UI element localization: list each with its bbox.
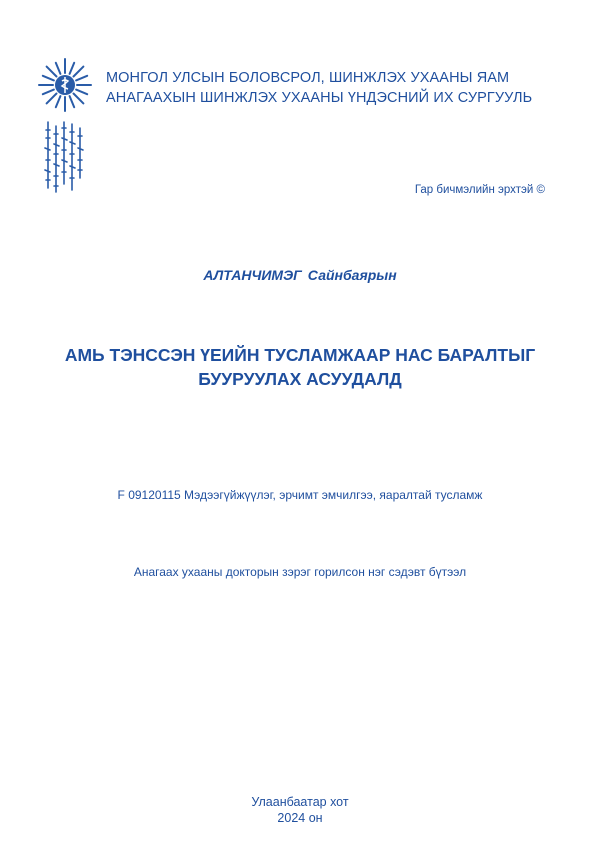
specialty-code: F 09120115 Мэдээгүйжүүлэг, эрчимт эмчилгээ, яаралтай тусламж: [117, 488, 483, 502]
university-name: АНАГААХЫН ШИНЖЛЭХ УХААНЫ ҮНДЭСНИЙ ИХ СУРГУУЛЬ: [106, 90, 533, 106]
city: Улаанбаатар хот: [251, 795, 349, 809]
thesis-title-line-2: БУУРУУЛАХ АСУУДАЛД: [198, 369, 402, 389]
thesis-title: [0, 343, 600, 391]
author-surname: АЛТАНЧИМЭГ: [203, 267, 302, 283]
ministry-name: МОНГОЛ УЛСЫН БОЛОВСРОЛ, ШИНЖЛЭХ УХААНЫ ЯАМ: [106, 70, 510, 86]
university-emblem-icon: [38, 58, 92, 112]
mongolian-script-seal-icon: [42, 118, 86, 196]
author-name: [0, 267, 600, 283]
author-given-name: Сайнбаярын: [307, 267, 397, 283]
degree-note: Анагаах ухааны докторын зэрэг горилсон нэг сэдэвт бүтээл: [133, 565, 467, 579]
manuscript-rights-notice: Гар бичмэлийн эрхтэй ©: [414, 184, 545, 196]
year: 2024 он: [277, 811, 323, 825]
thesis-title-line-1: АМЬ ТЭНССЭН ҮЕИЙН ТУСЛАМЖААР НАС БАРАЛТЫГ: [64, 345, 536, 365]
